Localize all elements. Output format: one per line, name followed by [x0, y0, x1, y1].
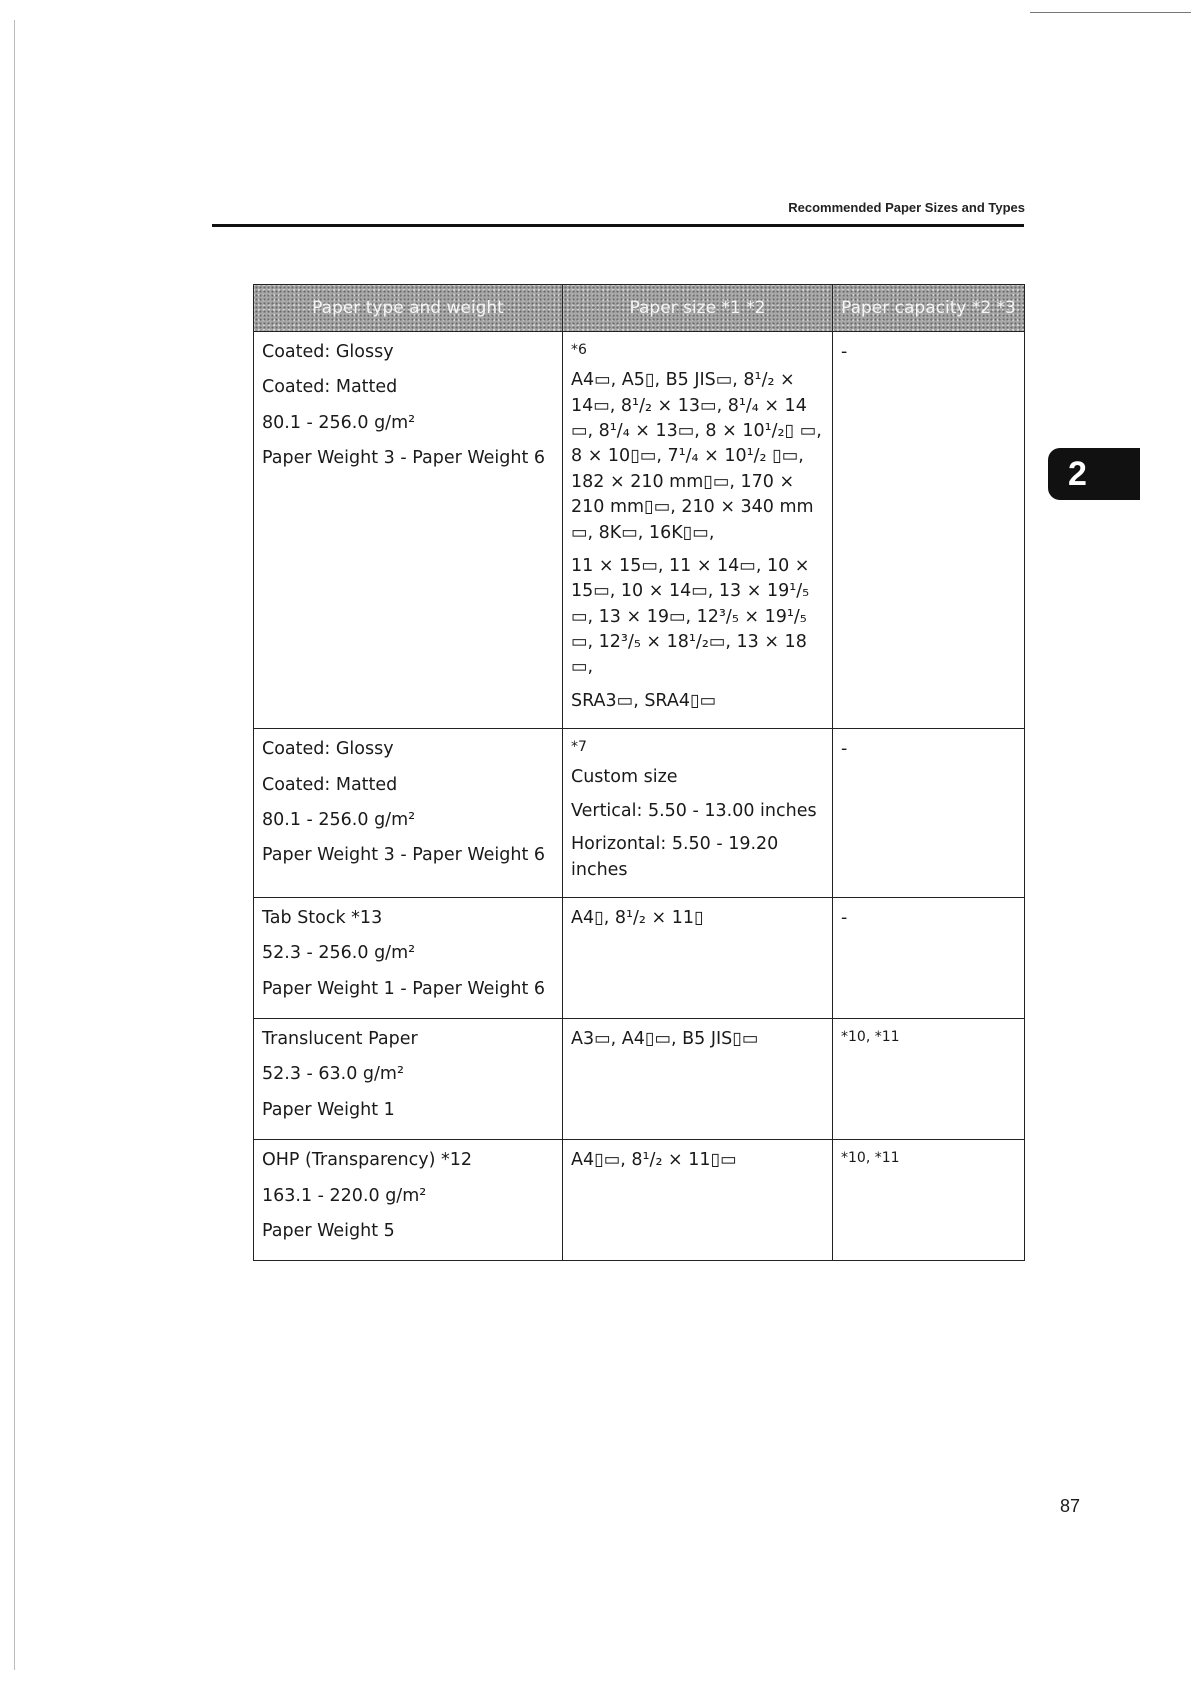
capacity-cell: -: [833, 729, 1025, 898]
type-line: 52.3 - 256.0 g/m²: [262, 943, 416, 964]
table-row: [254, 332, 1025, 729]
paper-spec-table: [253, 284, 1025, 1261]
chapter-number: 2: [1068, 454, 1087, 493]
type-line: Paper Weight 3 - Paper Weight 6: [262, 845, 546, 866]
paper-type-cell: [254, 332, 563, 729]
type-line: OHP (Transparency) *12: [262, 1150, 473, 1171]
paper-size-cell: [563, 729, 833, 898]
capacity-cell: *10, *11: [833, 1140, 1025, 1261]
running-header: Recommended Paper Sizes and Types: [788, 200, 1025, 215]
scan-top-rule: [1030, 12, 1191, 13]
paper-type-cell: [254, 897, 563, 1018]
type-line: Translucent Paper: [262, 1029, 418, 1050]
paper-size-cell: [563, 1019, 833, 1140]
paper-size-cell: [563, 1140, 833, 1261]
type-line: Coated: Glossy: [262, 739, 394, 760]
size-line: Vertical: 5.50 - 13.00 inches: [571, 800, 817, 821]
table-row: [254, 897, 1025, 1018]
type-line: Paper Weight 5: [262, 1220, 395, 1241]
size-list: SRA3▭, SRA4▯▭: [571, 690, 717, 711]
column-header-type: Paper type and weight: [254, 285, 563, 332]
capacity-cell: *10, *11: [833, 1019, 1025, 1140]
type-line: 163.1 - 220.0 g/m²: [262, 1185, 427, 1206]
size-line: Horizontal: 5.50 - 19.20 inches: [571, 834, 779, 880]
type-line: 80.1 - 256.0 g/m²: [262, 809, 416, 830]
page-number: 87: [1060, 1496, 1081, 1516]
size-list: A4▯, 8¹/₂ × 11▯: [571, 907, 704, 928]
table-row: [254, 1140, 1025, 1261]
paper-type-cell: [254, 1140, 563, 1261]
size-note: *6: [571, 342, 587, 358]
chapter-tab: [1048, 448, 1140, 500]
column-header-capacity: Paper capacity *2 *3: [833, 285, 1025, 332]
type-line: Paper Weight 1: [262, 1099, 395, 1120]
table-row: [254, 1019, 1025, 1140]
type-line: Coated: Matted: [262, 774, 398, 795]
table-header-row: [254, 285, 1025, 332]
type-line: 80.1 - 256.0 g/m²: [262, 412, 416, 433]
capacity-cell: -: [833, 897, 1025, 1018]
header-rule: [212, 224, 1024, 227]
type-line: Coated: Matted: [262, 377, 398, 398]
type-line: 52.3 - 63.0 g/m²: [262, 1064, 404, 1085]
scan-edge-line: [14, 20, 15, 1670]
paper-size-cell: [563, 897, 833, 1018]
table-row: [254, 729, 1025, 898]
size-list: A4▭, A5▯, B5 JIS▭, 8¹/₂ × 14▭, 8¹/₂ × 13▭, 8¹/₄ × 14 ▭, 8¹/₄ × 13▭, 8 × 10¹/₂▯ ▭, 8 × 10▯▭, 7¹/₄ × 10¹/₂ ▯▭, 182 × 210 mm▯▭, 170 × 210 mm▯▭, 210 × 340 mm ▭, 8K▭, 16K▯▭,: [571, 370, 822, 543]
size-list: 11 × 15▭, 11 × 14▭, 10 × 15▭, 10 × 14▭, 13 × 19¹/₅ ▭, 13 × 19▭, 12³/₅ × 19¹/₅ ▭, 12³/₅ × 18¹/₂▭, 13 × 18 ▭,: [571, 555, 810, 678]
paper-type-cell: [254, 729, 563, 898]
paper-size-cell: [563, 332, 833, 729]
size-list: A3▭, A4▯▭, B5 JIS▯▭: [571, 1029, 759, 1050]
type-line: Paper Weight 3 - Paper Weight 6: [262, 448, 546, 469]
size-line: Custom size: [571, 767, 678, 788]
column-header-size: Paper size *1 *2: [563, 285, 833, 332]
type-line: Tab Stock *13: [262, 907, 383, 928]
type-line: Coated: Glossy: [262, 342, 394, 362]
type-line: Paper Weight 1 - Paper Weight 6: [262, 978, 546, 999]
paper-type-cell: [254, 1019, 563, 1140]
capacity-cell: -: [833, 332, 1025, 729]
size-note: *7: [571, 739, 587, 756]
size-list: A4▯▭, 8¹/₂ × 11▯▭: [571, 1150, 737, 1171]
